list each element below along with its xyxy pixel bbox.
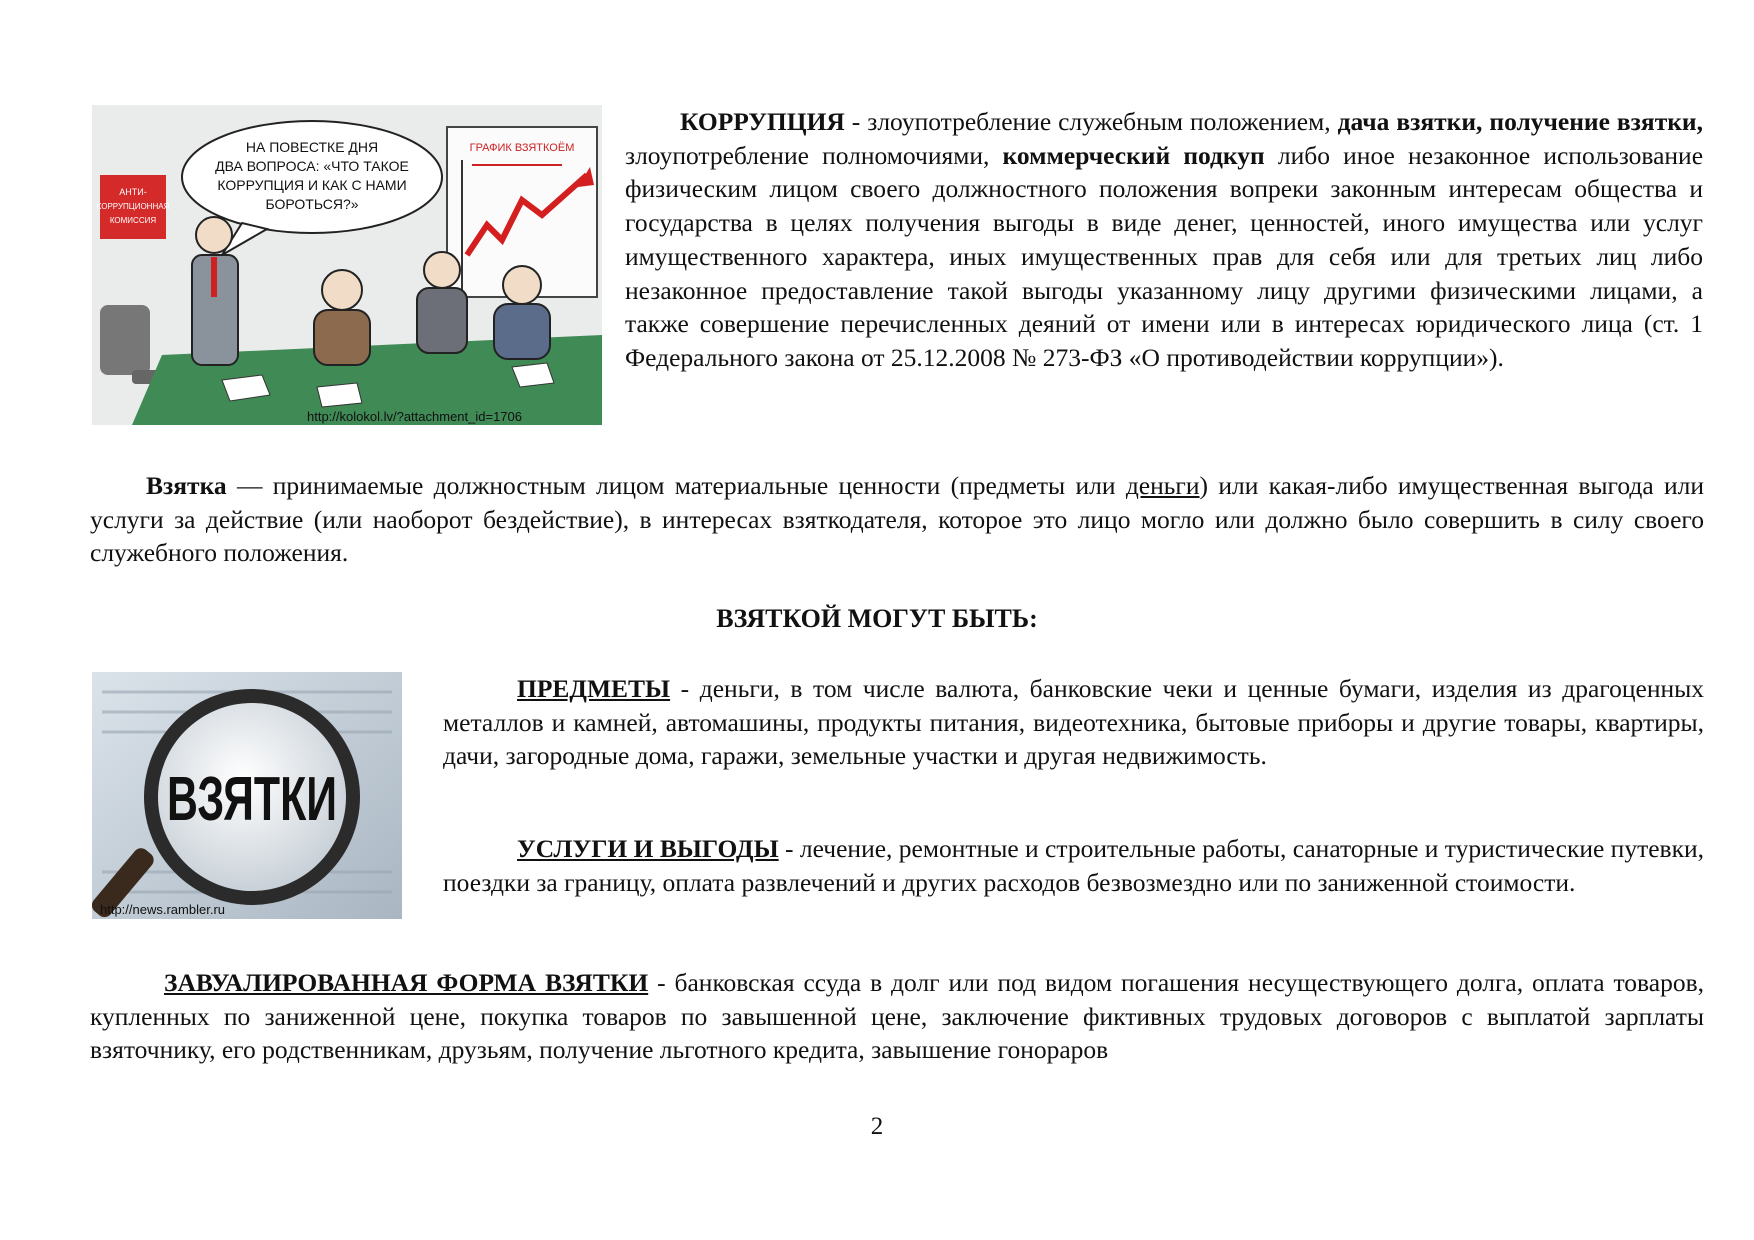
corruption-term: КОРРУПЦИЯ [680,107,845,136]
speaker-head [196,217,232,253]
items-paragraph: ПРЕДМЕТЫ - деньги, в том числе валюта, банковские чеки и ценные бумаги, изделия из драгоценных металлов и камней, автомашины, продукты питания, видеотехника, бытовые приборы и другие товары, квартиры, дачи, загородные дома, гаражи, земельные участки и другая недвижимость. [443,674,1704,771]
section-heading: ВЗЯТКОЙ МОГУТ БЫТЬ: [716,604,1038,633]
items-term: ПРЕДМЕТЫ [517,674,671,703]
banner-line-1: АНТИ- [119,187,147,197]
services-paragraph: УСЛУГИ И ВЫГОДЫ - лечение, ремонтные и строительные работы, санаторные и туристические путевки, поездки за границу, оплата развлечений и других расходов безвозмездно или по заниженной стоимости. [443,834,1704,897]
magnifier-bribes-image [92,672,402,919]
banner-line-2: КОРРУПЦИОННАЯ [96,202,170,211]
corruption-definition: КОРРУПЦИЯ - злоупотребление служебным положением, дача взятки, получение взятки, злоупотребление полномочиями, коммерческий подкуп либо иное незаконное использование физическим лицом своего должностного положения вопреки законным интересам общества и государства в целях получения выгоды в виде денег, ценностей, иного имущества или услуг имущественного характера, иных имущественных прав для себя или для третьих лиц либо незаконное предоставление такой выгоды указанному лицу другими физическими лицами, а также совершение перечисленных деяний от имени или в интересах юридического лица (ст. 1 Федерального закона от 25.12.2008 № 273-ФЗ «О противодействии коррупции»). [625,107,1704,372]
seated-man-3-body [494,304,550,359]
banner-line-3: КОМИССИЯ [109,216,157,225]
corruption-cartoon-image [92,105,602,425]
veiled-term: ЗАВУАЛИРОВАННАЯ ФОРМА ВЗЯТКИ [164,968,649,997]
chair [100,305,150,375]
magnifier-word: ВЗЯТКИ [167,765,337,834]
page-number: 2 [870,1113,884,1140]
bribe-definition: Взятка — принимаемые должностным лицом материальные ценности (предметы или деньги) или какая-либо имущественная выгода или услуги за действие (или наоборот бездействие), в интересах взяткодателя, которое это лицо могло или должно было совершить в силу своего служебного положения. [90,471,1704,568]
speech-line-3: КОРРУПЦИЯ И КАК С НАМИ [217,177,407,193]
services-term: УСЛУГИ И ВЫГОДЫ [517,834,779,863]
veiled-bribe-paragraph: ЗАВУАЛИРОВАННАЯ ФОРМА ВЗЯТКИ - банковская ссуда в долг или под видом погашения несуществующего долга, оплата товаров, купленных по заниженной цене, покупка товаров по завышенной цене, заключение фиктивных трудовых договоров с выплатой зарплаты взяточнику, его родственникам, друзьям, получение льготного кредита, завышение гонораров [90,968,1704,1065]
speech-line-4: БОРОТЬСЯ?» [265,196,359,212]
paper-2 [317,383,362,407]
speech-line-2: ДВА ВОПРОСА: «ЧТО ТАКОЕ [215,158,409,174]
seated-man-3-head [503,266,541,304]
paper-3 [512,363,554,387]
bribe-term: Взятка [146,471,227,500]
speaker-tie [211,257,217,297]
money-link[interactable]: деньги [1125,471,1200,500]
seated-man-2-body [417,288,467,353]
cartoon-source-url: http://kolokol.lv/?attachment_id=1706 [307,409,523,424]
seated-man-1-body [314,310,370,365]
chart-board-label: ГРАФИК ВЗЯТКОЁМ [469,142,575,154]
seated-man-1-head [322,270,362,310]
speech-line-1: НА ПОВЕСТКЕ ДНЯ [245,139,379,155]
magnifier-source-url: http://news.rambler.ru [100,902,225,917]
seated-man-2-head [424,252,460,288]
